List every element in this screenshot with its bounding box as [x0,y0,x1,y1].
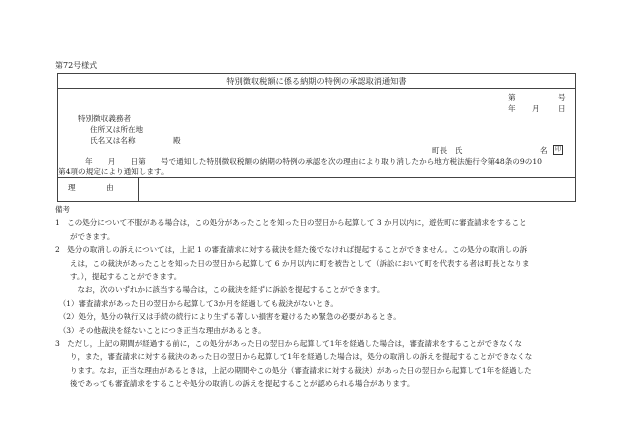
reason-label: 理 由 [68,183,114,192]
notes-line: ができます。 [55,231,115,241]
document-title: 特別徴収税額に係る納期の特例の承認取消通知書 [226,76,407,86]
doc-number-dai: 第 [508,93,516,102]
date-year: 年 [508,104,516,113]
body-text-line2: 第4項の規定により通知します。 [58,167,169,176]
form-number: 第72号様式 [55,61,98,70]
notes-line: 後であっても審査請求をすることや処分の取消しの訴えを提起することが認められる場合があります。 [55,379,415,389]
notes-line: ります。なお，正当な理由があるときは，上記の期間やこの処分（審査請求に対する裁決）があった日の翌日から起算して1年を経過した [55,365,532,375]
title-divider [58,88,575,89]
recipient-heading: 特別徴収義務者 [78,114,132,123]
body-text-line1: 年 月 日第 号で通知した特別徴収税額の納期の特例の承認を次の理由により取り消したから地方税法施行令第48条の9の10 [85,157,542,166]
notes-section [55,203,575,391]
notice-form-frame [57,73,576,202]
date-day: 日 [558,104,566,113]
notes-line: えは，この裁決があったことを知った日の翌日から起算して 6 か月以内に町を被告として（訴訟において町を代表する者は町長となりま [55,258,530,268]
name-label: 氏名又は名称 [90,136,136,145]
mayor-name-label: 町長 氏 [432,146,463,155]
honorific: 殿 [173,136,181,145]
notes-line: 3 ただし，上記の期間が経過する前に，この処分があった日の翌日から起算して1年を経過した場合は，審査請求をすることができなくな [55,339,522,349]
notes-line: す。），提起することができます。 [55,272,182,282]
notes-line: なお，次のいずれかに該当する場合は，この裁決を経ずに訴訟を提起することができます。 [55,285,385,295]
name-suffix: 名 [540,146,548,155]
doc-number-go: 号 [558,93,566,102]
notes-line: （1）審査請求があった日の翌日から起算して3か月を経過しても裁決がないとき。 [55,298,338,308]
notes-line: り，また，審査請求に対する裁決のあった日の翌日から起算して1年を経過した場合は，処分の取消しの訴えを提起することができなくな [55,352,533,362]
reason-divider [138,177,139,201]
date-month: 月 [532,104,540,113]
notes-line: 2 処分の取消しの訴えについては，上記 1 の審査請求に対する裁決を経た後でなければ提起することができません。この処分の取消しの訴 [55,245,528,255]
notes-line: （3）その他裁決を経ないことにつき正当な理由があるとき。 [55,325,266,335]
seal-stamp: 印 [554,146,561,153]
reason-top-divider [58,177,575,178]
address-label: 住所又は所在地 [90,125,144,134]
notes-line: （2）処分，処分の執行又は手続の続行により生ずる著しい損害を避けるため緊急の必要があるとき。 [55,312,401,322]
notes-line: 1 この処分について不服がある場合は，この処分があったことを知った日の翌日から起算して 3 か月以内に，遊佐町に審査請求をすること [55,218,527,228]
notes-heading: 備考 [55,205,70,214]
